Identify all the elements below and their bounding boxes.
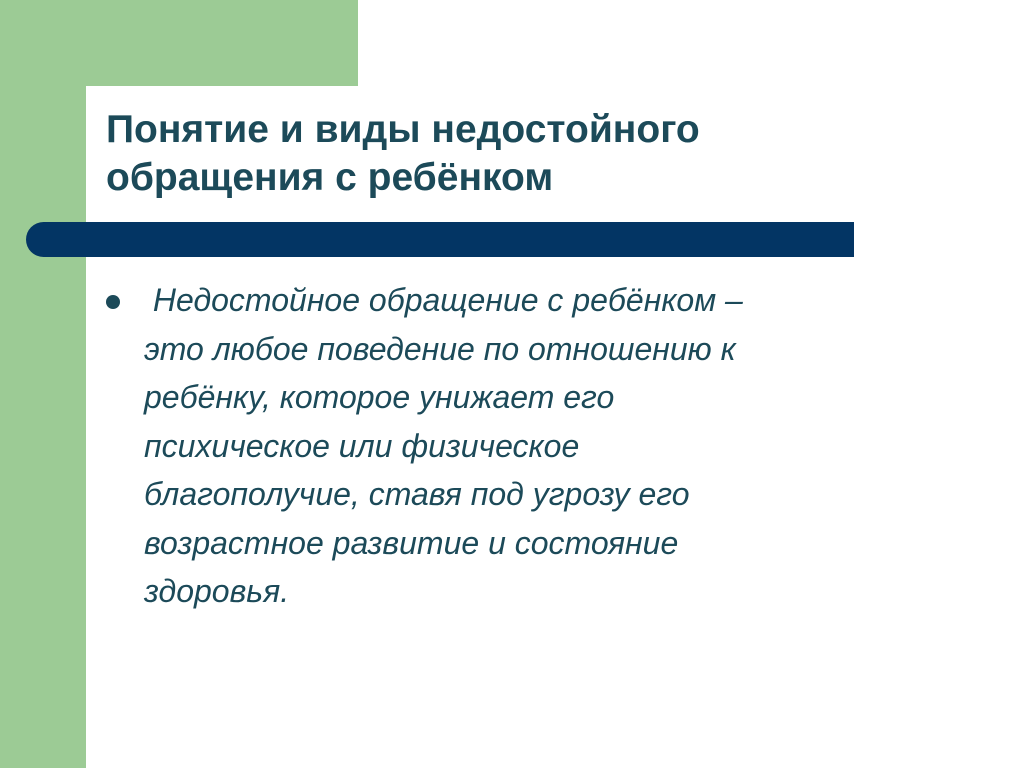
title-underline-bar (26, 222, 854, 257)
bullet-dot-icon (106, 295, 120, 309)
bullet-list (104, 276, 864, 616)
bullet-text: Недостойное обращение с ребёнком – это любое поведение по отношению к ребёнку, которое унижает его психическое или физическое благополучие, ставя под угрозу его возрастное развитие и состояние здоровья. (144, 282, 743, 609)
green-side-panel (0, 0, 86, 768)
green-top-panel (0, 0, 358, 86)
slide-title: Понятие и виды недостойного обращения с ребёнком (106, 108, 700, 199)
bullet-item (104, 276, 864, 616)
